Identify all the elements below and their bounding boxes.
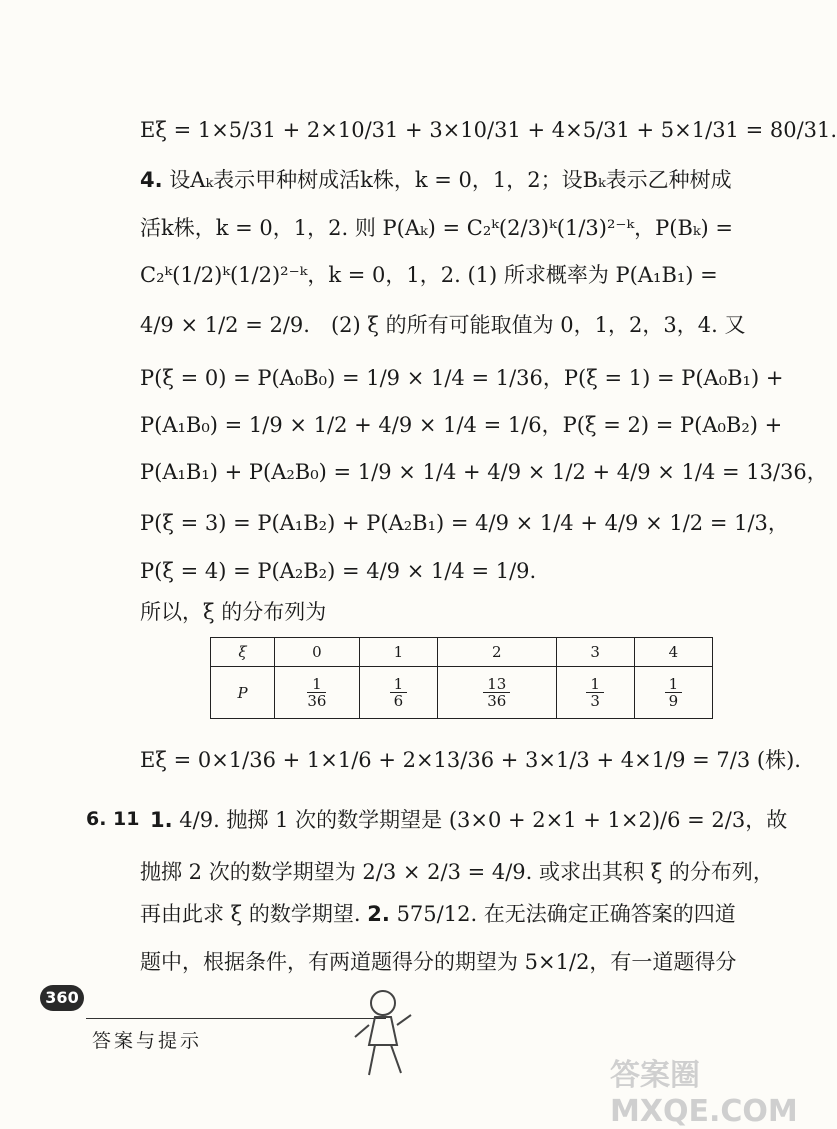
numerator: 1 [665,676,683,693]
denominator: 3 [590,692,600,711]
problem-4-line-7: P(A₁B₁) + P(A₂B₀) = 1/9 × 1/4 + 4/9 × 1/2 + 4/9 × 1/4 = 13/36， [140,460,828,484]
table-cell: 4 [634,638,712,667]
problem-4-line-4: 4/9 × 1/2 = 2/9. (2) ξ 的所有可能取值为 0，1，2，3，4. 又 [140,313,746,337]
fraction [586,676,604,709]
problem-4-line-5: P(ξ = 0) = P(A₀B₀) = 1/9 × 1/4 = 1/36，P(ξ = 1) = P(A₀B₁) + [140,366,784,390]
page-number: 360 [40,985,84,1011]
section-number: 6. 11 [86,808,140,830]
table-cell: P [211,667,275,719]
expectation-line-2: Eξ = 0×1/36 + 1×1/6 + 2×13/36 + 3×1/3 + 4×1/9 = 7/3 (株). [140,748,801,772]
distribution-intro: 所以，ξ 的分布列为 [140,600,327,624]
table-row [211,667,713,719]
watermark: 答案圈 MXQE.COM [610,1058,798,1129]
distribution-table [210,637,713,719]
numerator: 1 [307,676,326,693]
denominator: 6 [393,692,404,711]
table-cell [556,667,634,719]
line-text: 再由此求 ξ 的数学期望. [140,902,361,926]
section-line-3 [140,902,736,926]
answer-number: 1. [150,808,173,832]
table-row [211,638,713,667]
line-text: 4/9. 抛掷 1 次的数学期望是 (3×0 + 2×1 + 1×2)/6 = 2/3，故 [179,808,788,832]
footer-title: 答案与提示 [92,1030,203,1052]
section-line-2: 抛掷 2 次的数学期望为 2/3 × 2/3 = 4/9. 或求出其积 ξ 的分布列， [140,860,774,884]
section-line-4: 题中，根据条件，有两道题得分的期望为 5×1/2，有一道题得分 [140,950,737,974]
denominator: 9 [668,692,679,711]
problem-4-line-3: C₂ᵏ(1/2)ᵏ(1/2)²⁻ᵏ，k = 0，1，2. (1) 所求概率为 P(A₁B₁) = [140,263,718,287]
table-cell [634,667,712,719]
problem-4-line-6: P(A₁B₀) = 1/9 × 1/2 + 4/9 × 1/4 = 1/6，P(ξ = 2) = P(A₀B₂) + [140,413,783,437]
numerator: 1 [586,676,604,693]
denominator: 36 [487,692,507,711]
table-cell: ξ [211,638,275,667]
table-cell: 1 [359,638,437,667]
problem-4-line-1 [140,168,732,192]
problem-4-line-9: P(ξ = 4) = P(A₂B₂) = 4/9 × 1/4 = 1/9. [140,559,537,583]
line-text: 575/12. 在无法确定正确答案的四道 [396,902,736,926]
answer-number: 2. [367,902,390,926]
table-cell: 0 [275,638,360,667]
table-cell: 3 [556,638,634,667]
fraction [307,676,326,709]
fraction [483,676,510,709]
table-cell [438,667,557,719]
table-cell [275,667,360,719]
numerator: 13 [483,676,510,693]
problem-4-line-8: P(ξ = 3) = P(A₁B₂) + P(A₂B₁) = 4/9 × 1/4 + 4/9 × 1/2 = 1/3， [140,511,789,535]
problem-4-line-2: 活k株，k = 0，1，2. 则 P(Aₖ) = C₂ᵏ(2/3)ᵏ(1/3)²⁻ᵏ，P(Bₖ) = [140,216,734,240]
denominator: 36 [307,692,327,711]
table-cell: 2 [438,638,557,667]
section-line-1 [150,808,787,832]
table-cell [359,667,437,719]
fraction [390,676,408,709]
numerator: 1 [390,676,408,693]
footer-rule [86,1018,386,1019]
fraction [665,676,683,709]
problem-number: 4. [140,168,163,192]
line-text: 设Aₖ表示甲种树成活k株，k = 0，1，2；设Bₖ表示乙种树成 [169,168,732,192]
expectation-line-1: Eξ = 1×5/31 + 2×10/31 + 3×10/31 + 4×5/31 + 5×1/31 = 80/31. [140,118,837,142]
mascot-illustration [345,985,425,1095]
